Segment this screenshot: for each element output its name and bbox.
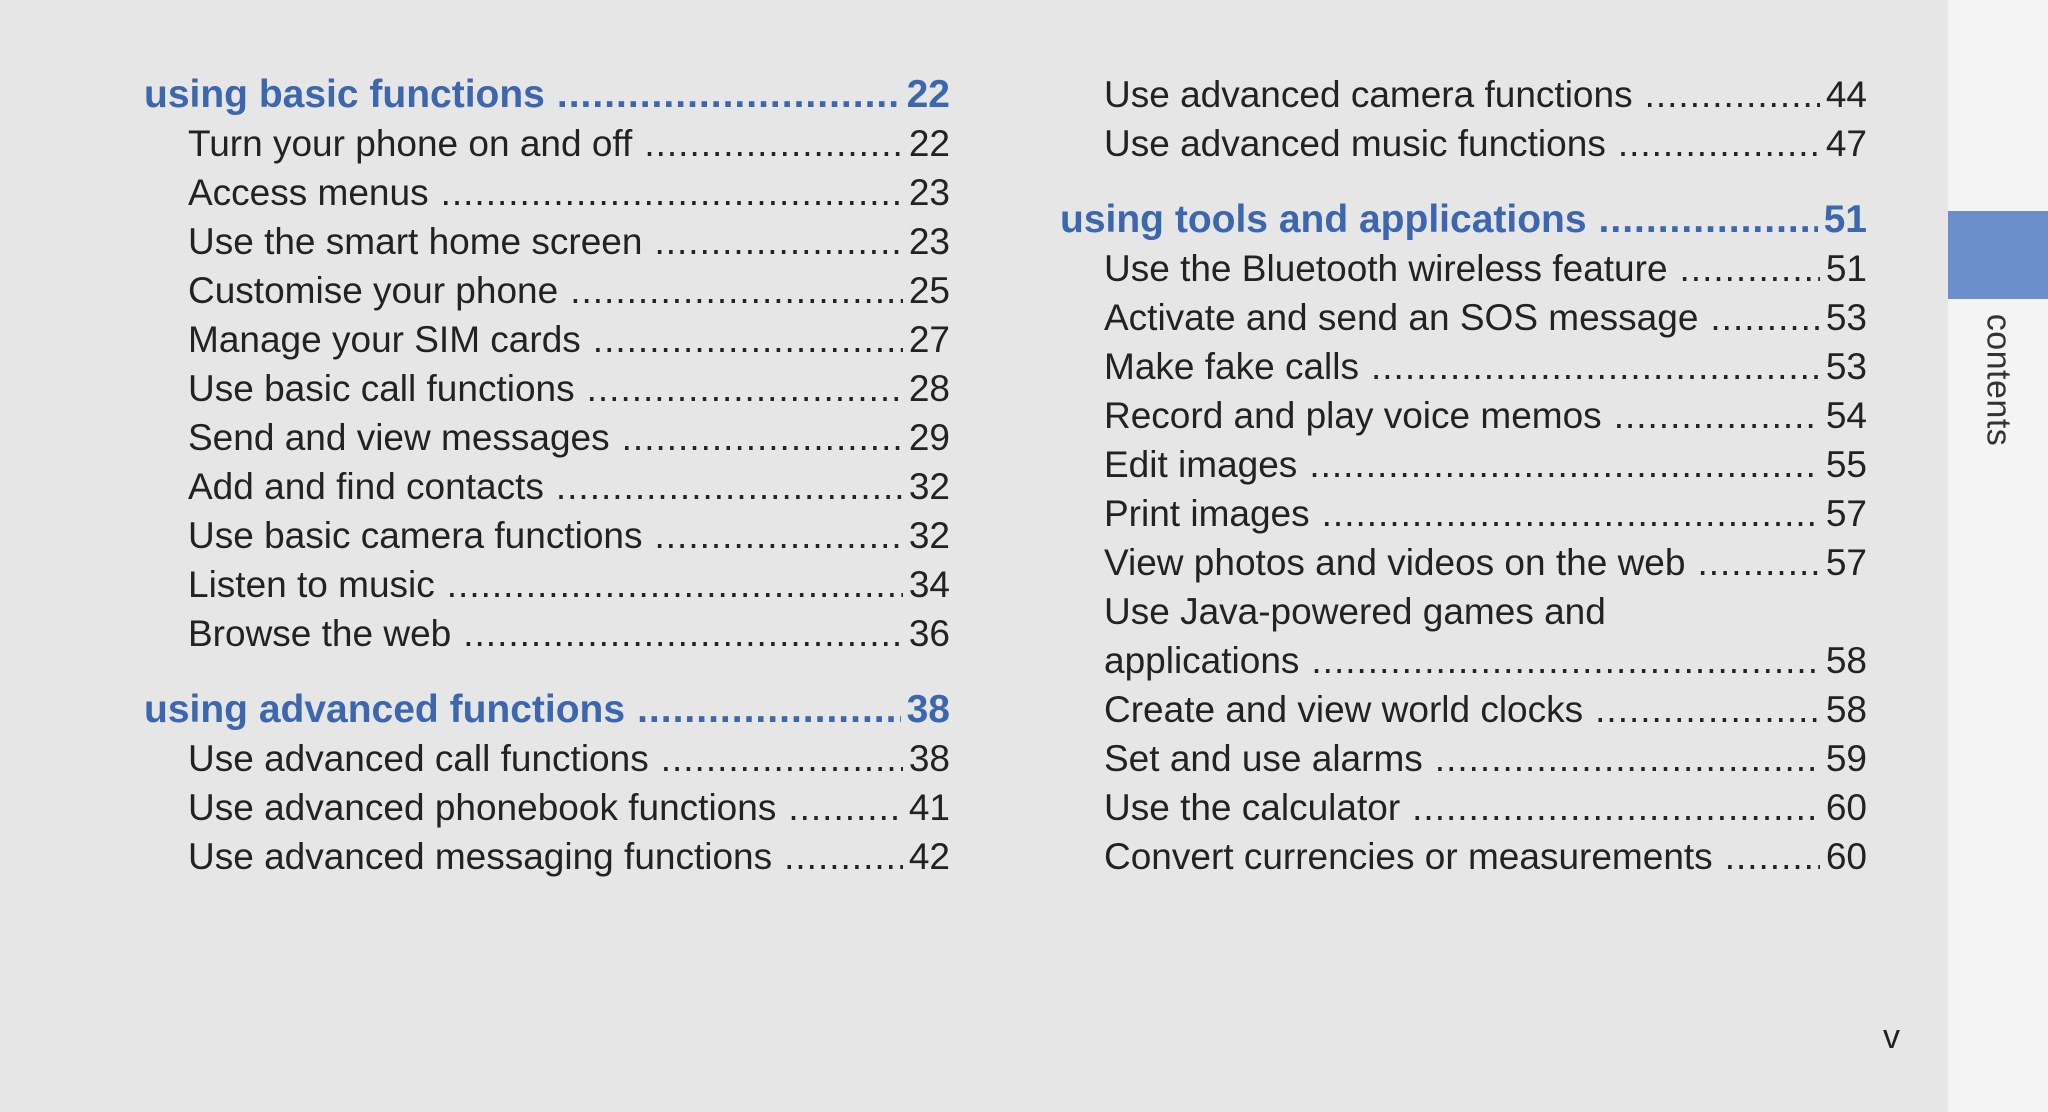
toc-page-number: 44 (1825, 74, 1867, 115)
toc-page-number: 32 (908, 515, 950, 556)
toc-entry-title: Customise your phone (188, 270, 559, 311)
dot-leader (622, 413, 903, 462)
toc-entry[interactable] (144, 364, 950, 413)
toc-entry[interactable] (1060, 734, 1867, 783)
toc-page-number: 22 (908, 123, 950, 164)
toc-entry[interactable] (144, 609, 950, 658)
toc-entry-title: Edit images (1104, 444, 1298, 485)
toc-entry[interactable] (1060, 244, 1867, 293)
toc-page-number: 41 (908, 787, 950, 828)
dot-leader (1595, 685, 1820, 734)
dot-leader (556, 462, 903, 511)
toc-entry-title: Use advanced messaging functions (188, 836, 773, 877)
dot-leader (557, 70, 901, 119)
dot-leader (1710, 293, 1819, 342)
toc-page-number: 53 (1825, 297, 1867, 338)
toc-page-number: 32 (908, 466, 950, 507)
toc-page-number: 38 (908, 738, 950, 779)
toc-left-column (144, 70, 950, 881)
toc-entry-title: Use basic camera functions (188, 515, 643, 556)
toc-entry[interactable] (1060, 685, 1867, 734)
dot-leader (1614, 391, 1820, 440)
toc-page-number: 59 (1825, 738, 1867, 779)
toc-entry[interactable] (1060, 832, 1867, 881)
dot-leader (661, 734, 903, 783)
toc-entry[interactable] (144, 511, 950, 560)
dot-leader (1725, 832, 1820, 881)
toc-entry-title: Send and view messages (188, 417, 610, 458)
toc-page-number: 23 (908, 172, 950, 213)
dot-leader (788, 783, 903, 832)
toc-entry[interactable] (1060, 119, 1867, 168)
toc-entry[interactable] (1060, 538, 1867, 587)
toc-entry-title: Make fake calls (1104, 346, 1359, 387)
dot-leader (1311, 636, 1819, 685)
toc-entry-title: Listen to music (188, 564, 435, 605)
toc-entry-title: Browse the web (188, 613, 452, 654)
toc-page-number: 58 (1825, 640, 1867, 681)
dot-leader (447, 560, 903, 609)
toc-entry-title: Turn your phone on and off (188, 123, 633, 164)
dot-leader (570, 266, 903, 315)
side-index (1948, 0, 2048, 1112)
toc-entry[interactable] (1060, 636, 1867, 685)
toc-page-number: 22 (906, 73, 950, 116)
contents-tab-label: contents (1979, 313, 2018, 447)
toc-page-number: 60 (1825, 836, 1867, 877)
toc-entry[interactable] (1060, 293, 1867, 342)
toc-entry-title: Manage your SIM cards (188, 319, 581, 360)
toc-page-number: 42 (908, 836, 950, 877)
toc-section-heading[interactable] (144, 70, 950, 119)
toc-page-number: 36 (908, 613, 950, 654)
toc-entry-title: Add and find contacts (188, 466, 544, 507)
toc-page-number: 58 (1825, 689, 1867, 730)
toc-entry-title: Print images (1104, 493, 1310, 534)
toc-entry[interactable] (1060, 440, 1867, 489)
toc-entry-title: using basic functions (144, 73, 545, 116)
toc-entry[interactable] (144, 832, 950, 881)
toc-page-number: 51 (1823, 198, 1867, 241)
toc-page-number: 47 (1825, 123, 1867, 164)
dot-leader (1435, 734, 1820, 783)
toc-entry-title: using tools and applications (1060, 198, 1587, 241)
toc-page-number: 27 (908, 319, 950, 360)
dot-leader (784, 832, 903, 881)
dot-leader (644, 119, 903, 168)
contents-tab-marker[interactable] (1948, 211, 2048, 299)
toc-entry-title: Use advanced call functions (188, 738, 649, 779)
dot-leader (441, 168, 903, 217)
toc-entry[interactable] (144, 734, 950, 783)
toc-entry-title: Convert currencies or measurements (1104, 836, 1713, 877)
toc-entry-title: Use advanced music functions (1104, 123, 1606, 164)
toc-entry-title: Use basic call functions (188, 368, 575, 409)
toc-entry[interactable] (1060, 342, 1867, 391)
dot-leader (1309, 440, 1820, 489)
toc-right-column (1060, 70, 1867, 881)
toc-entry-title: Use the calculator (1104, 787, 1401, 828)
toc-entry-title: Activate and send an SOS message (1104, 297, 1699, 338)
toc-page-number: 54 (1825, 395, 1867, 436)
toc-page-number: 57 (1825, 542, 1867, 583)
toc-entry[interactable] (1060, 489, 1867, 538)
toc-entry-title: Use the smart home screen (188, 221, 643, 262)
dot-leader (593, 315, 903, 364)
toc-entry-title: Use advanced camera functions (1104, 74, 1633, 115)
dot-leader (654, 511, 902, 560)
toc-page-number: 28 (908, 368, 950, 409)
toc-entry[interactable] (144, 315, 950, 364)
dot-leader (1618, 119, 1820, 168)
toc-entry-title: Create and view world clocks (1104, 689, 1584, 730)
toc-entry-title: Set and use alarms (1104, 738, 1423, 779)
toc-page-number: 60 (1825, 787, 1867, 828)
toc-page-number: 25 (908, 270, 950, 311)
toc-entry[interactable] (1060, 783, 1867, 832)
toc-entry-title: applications (1104, 640, 1300, 681)
dot-leader (1599, 195, 1818, 244)
toc-entry[interactable] (144, 413, 950, 462)
dot-leader (587, 364, 903, 413)
toc-section-heading[interactable] (144, 685, 950, 734)
toc-section-heading[interactable] (1060, 195, 1867, 244)
toc-page-number: 55 (1825, 444, 1867, 485)
dot-leader (654, 217, 902, 266)
toc-entry[interactable] (144, 119, 950, 168)
toc-entry-title: Use advanced phonebook functions (188, 787, 777, 828)
toc-entry[interactable] (144, 462, 950, 511)
toc-page-number: 51 (1825, 248, 1867, 289)
toc-entry-title: Use Java-powered games and (1104, 591, 1606, 632)
toc-entry-title: View photos and videos on the web (1104, 542, 1686, 583)
dot-leader (463, 609, 903, 658)
dot-leader (1322, 489, 1820, 538)
toc-page-number: 53 (1825, 346, 1867, 387)
toc-entry-title: Record and play voice memos (1104, 395, 1602, 436)
dot-leader (1645, 70, 1820, 119)
toc-entry[interactable] (144, 560, 950, 609)
dot-leader (1371, 342, 1820, 391)
toc-entry-title: Use the Bluetooth wireless feature (1104, 248, 1668, 289)
dot-leader (1412, 783, 1820, 832)
toc-page-number: 38 (906, 688, 950, 731)
dot-leader (1697, 538, 1819, 587)
toc-entry-title: Access menus (188, 172, 429, 213)
toc-entry[interactable] (144, 266, 950, 315)
toc-page-number: 57 (1825, 493, 1867, 534)
toc-entry[interactable] (144, 783, 950, 832)
toc-entry-title: using advanced functions (144, 688, 626, 731)
toc-page-number: 34 (908, 564, 950, 605)
toc-entry[interactable] (144, 168, 950, 217)
dot-leader (637, 685, 901, 734)
toc-page-number: 23 (908, 221, 950, 262)
toc-page-number: 29 (908, 417, 950, 458)
toc-entry[interactable] (144, 217, 950, 266)
toc-entry[interactable] (1060, 391, 1867, 440)
toc-entry[interactable] (1060, 587, 1867, 636)
toc-entry[interactable] (1060, 70, 1867, 119)
page-number: v (1883, 1018, 1900, 1056)
dot-leader (1680, 244, 1820, 293)
